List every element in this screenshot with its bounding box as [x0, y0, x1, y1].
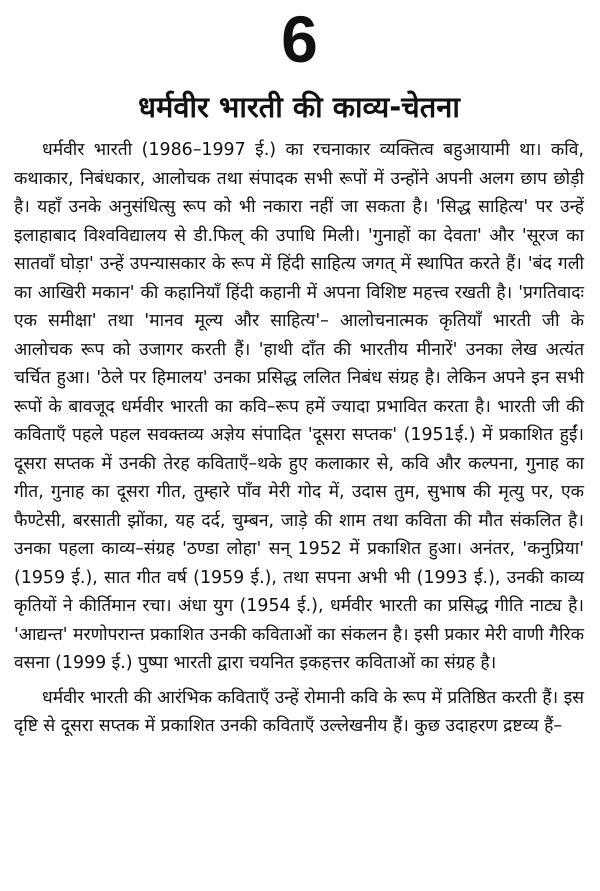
chapter-number: 6 [281, 2, 317, 76]
body-paragraph-1: धर्मवीर भारती (1986–1997 ई.) का रचनाकार व्यक्तित्व बहुआयामी था। कवि, कथाकार, निबंधकार, आलोचक तथा संपादक सभी रूपों में उन्होंने अपनी अलग छाप छोड़ी है। यहाँ उनके अनुसंधित्सु रूप को भी नकारा नहीं जा सकता है। 'सिद्ध साहित्य' पर उन्हें इलाहाबाद विश्वविद्यालय से डी.फिल् की उपाधि मिली। 'गुनाहों का देवता' और 'सूरज का सातवाँ घोड़ा' उन्हें उपन्यासकार के रूप में हिंदी साहित्य जगत् में स्थापित करते हैं। 'बंद गली का आखिरी मकान' की कहानियाँ हिंदी कहानी में अपना विशिष्ट महत्त्व रखती है। 'प्रगतिवादः एक समीक्षा' तथा 'मानव मूल्य और साहित्य'– आलोचनात्मक कृतियाँ भारती जी के आलोचक रूप को उजागर करती हैं। 'हाथी दाँत की भारतीय मीनारें' उनका लेख अत्यंत चर्चित हुआ। 'ठेले पर हिमालय' उनका प्रसिद्ध ललित निबंध संग्रह है। लेकिन अपने इन सभी रूपों के बावजूद धर्मवीर भारती का कवि–रूप हमें ज्यादा प्रभावित करता है। भारती जी की कविताएँ पहले पहल सवक्तव्य अज्ञेय संपादित 'दूसरा सप्तक' (1951ई.) में प्रकाशित हुईं। दूसरा सप्तक में उनकी तेरह कविताएँ–थके हुए कलाकार से, कवि और कल्पना, गुनाह का गीत, गुनाह का दूसरा गीत, तुम्हारे पाँव मेरी गोद में, उदास तुम, सुभाष की मृत्यु पर, एक फैण्टेसी, बरसाती झोंका, यह दर्द, चुम्बन, जाड़े की शाम तथा कविता की मौत संकलित है। उनका पहला काव्य–संग्रह 'ठण्डा लोहा' सन् 1952 में प्रकाशित हुआ। अनंतर, 'कनुप्रिया' (1959 ई.), सात गीत वर्ष (1959 ई.), तथा सपना अभी भी (1993 ई.), उनकी काव्य कृतियों ने कीर्तिमान रचा। अंधा युग (1954 ई.), धर्मवीर भारती का प्रसिद्ध गीति नाट्य है। 'आद्यन्त' मरणोपरान्त प्रकाशित उनकी कविताओं का संकलन है। इसी प्रकार मेरी वाणी गैरिक वसना (1999 ई.) पुष्पा भारती द्वारा चयनित इकहत्तर कविताओं का संग्रह है। [14, 140, 584, 673]
body-paragraph-2: धर्मवीर भारती की आरंभिक कविताएँ उन्हें रोमानी कवि के रूप में प्रतिष्ठित करती हैं। इस दृष्टि से दूसरा सप्तक में प्रकाशित उनकी कविताएँ उल्लेखनीय हैं। कुछ उदाहरण द्रष्टव्य हैं– [14, 687, 584, 736]
chapter-title: धर्मवीर भारती की काव्य-चेतना [138, 90, 460, 124]
